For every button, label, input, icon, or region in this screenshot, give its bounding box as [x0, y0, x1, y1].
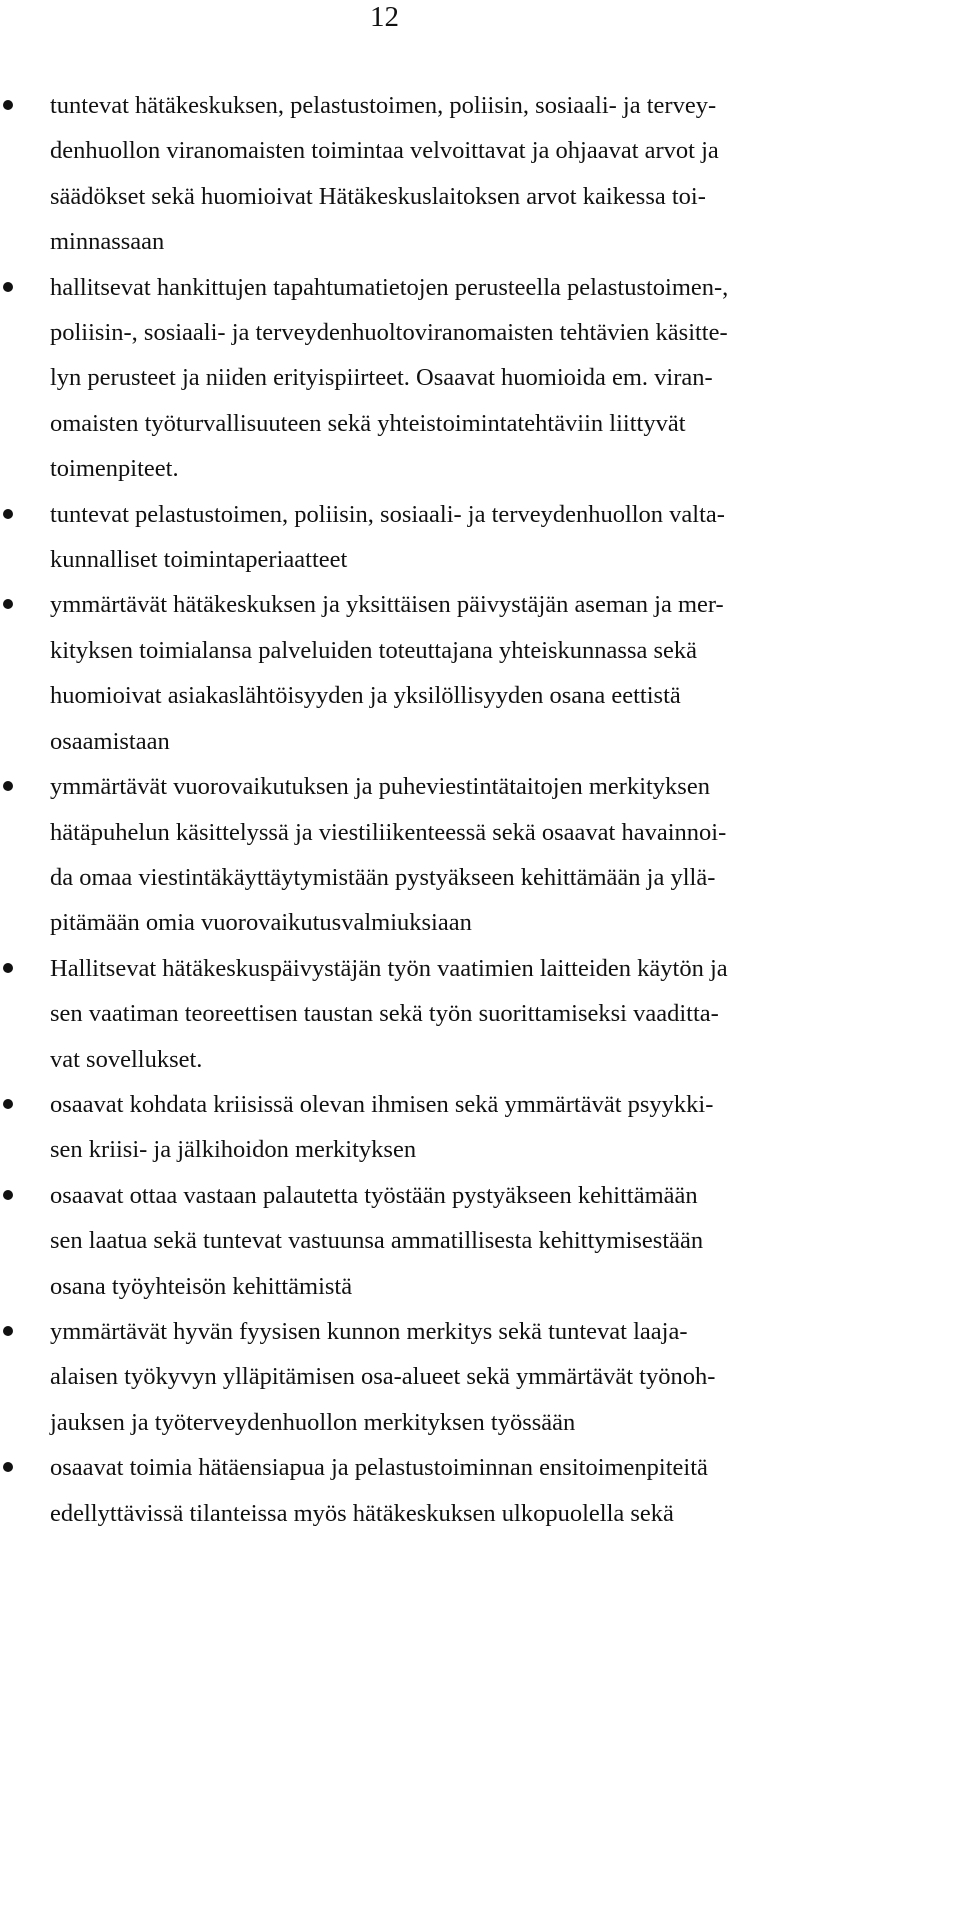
- text-line: tuntevat hätäkeskuksen, pelastustoimen, poliisin, sosiaali- ja tervey-: [50, 92, 717, 119]
- text-line: ymmärtävät hyvän fyysisen kunnon merkitys sekä tuntevat laaja-: [50, 1317, 688, 1345]
- list-item: [0, 946, 960, 1082]
- text-line: tuntevat pelastustoimen, poliisin, sosiaali- ja terveydenhuollon valta-: [50, 500, 725, 528]
- bullet-icon: [3, 1099, 13, 1109]
- list-item: [0, 1173, 960, 1309]
- text-line: sen kriisi- ja jälkihoidon merkityksen: [50, 1136, 417, 1164]
- list-item: [0, 492, 960, 583]
- text-line: huomioivat asiakaslähtöisyyden ja yksilöllisyyden osana eettistä: [50, 682, 681, 710]
- text-line: osaamistaan: [50, 727, 170, 755]
- list-item: [0, 582, 960, 764]
- text-line: osaavat kohdata kriisissä olevan ihmisen sekä ymmärtävät psyykki-: [50, 1090, 714, 1118]
- text-line: da omaa viestintäkäyttäytymistään pystyäkseen kehittämään ja yllä-: [50, 863, 716, 891]
- text-line: edellyttävissä tilanteissa myös hätäkeskuksen ulkopuolella sekä: [50, 1499, 674, 1527]
- text-line: hallitsevat hankittujen tapahtumatietojen perusteella pelastustoimen-,: [50, 273, 729, 301]
- text-line: osaavat toimia hätäensiapua ja pelastustoiminnan ensitoimenpiteitä: [50, 1454, 708, 1482]
- bullet-icon: [3, 1326, 13, 1336]
- text-line: minnassaan: [50, 228, 165, 256]
- text-line: säädökset sekä huomioivat Hätäkeskuslaitoksen arvot kaikessa toi-: [50, 182, 706, 210]
- text-line: kityksen toimialansa palveluiden toteuttajana yhteiskunnassa sekä: [50, 636, 698, 664]
- text-line: alaisen työkyvyn ylläpitämisen osa-alueet sekä ymmärtävät työnoh-: [50, 1363, 716, 1391]
- list-item: [0, 1445, 960, 1536]
- text-line: lyn perusteet ja niiden erityispiirteet. Osaavat huomioida em. viran-: [50, 364, 713, 392]
- list-item: [0, 83, 960, 265]
- bullet-icon: [3, 599, 13, 609]
- bullet-icon: [3, 1190, 13, 1200]
- text-line: jauksen ja työterveydenhuollon merkityksen työssään: [50, 1408, 576, 1436]
- bullet-icon: [3, 509, 13, 519]
- text-line: denhuollon viranomaisten toimintaa velvoittavat ja ohjaavat arvot ja: [50, 137, 719, 165]
- text-line: Hallitsevat hätäkeskuspäivystäjän työn vaatimien laitteiden käytön ja: [50, 954, 728, 982]
- text-line: omaisten työturvallisuuteen sekä yhteistoimintatehtäviin liittyvät: [50, 409, 686, 437]
- page-number: 12: [370, 1, 399, 33]
- bullet-icon: [3, 100, 13, 110]
- text-line: ymmärtävät hätäkeskuksen ja yksittäisen päivystäjän aseman ja mer-: [50, 591, 724, 619]
- text-line: ymmärtävät vuorovaikutuksen ja puheviestintätaitojen merkityksen: [50, 773, 710, 801]
- text-line: vat sovellukset.: [50, 1045, 203, 1073]
- text-line: hätäpuhelun käsittelyssä ja viestiliikenteessä sekä osaavat havainnoi-: [50, 818, 727, 846]
- bullet-icon: [3, 282, 13, 292]
- list-item: [0, 1082, 960, 1173]
- bullet-icon: [3, 781, 13, 791]
- bullet-list: [0, 83, 960, 1536]
- text-line: pitämään omia vuorovaikutusvalmiuksiaan: [50, 909, 472, 937]
- text-line: osaavat ottaa vastaan palautetta työstään pystyäkseen kehittämään: [50, 1181, 698, 1209]
- list-item: [0, 265, 960, 492]
- text-line: sen vaatiman teoreettisen taustan sekä työn suorittamiseksi vaaditta-: [50, 1000, 719, 1028]
- text-line: sen laatua sekä tuntevat vastuunsa ammatillisesta kehittymisestään: [50, 1227, 704, 1255]
- text-line: toimenpiteet.: [50, 455, 179, 483]
- text-line: poliisin-, sosiaali- ja terveydenhuoltoviranomaisten tehtävien käsitte-: [50, 319, 728, 347]
- text-line: kunnalliset toimintaperiaatteet: [50, 546, 348, 574]
- text-line: osana työyhteisön kehittämistä: [50, 1272, 353, 1300]
- bullet-icon: [3, 1462, 13, 1472]
- list-item: [0, 764, 960, 946]
- list-item: [0, 1309, 960, 1445]
- bullet-icon: [3, 963, 13, 973]
